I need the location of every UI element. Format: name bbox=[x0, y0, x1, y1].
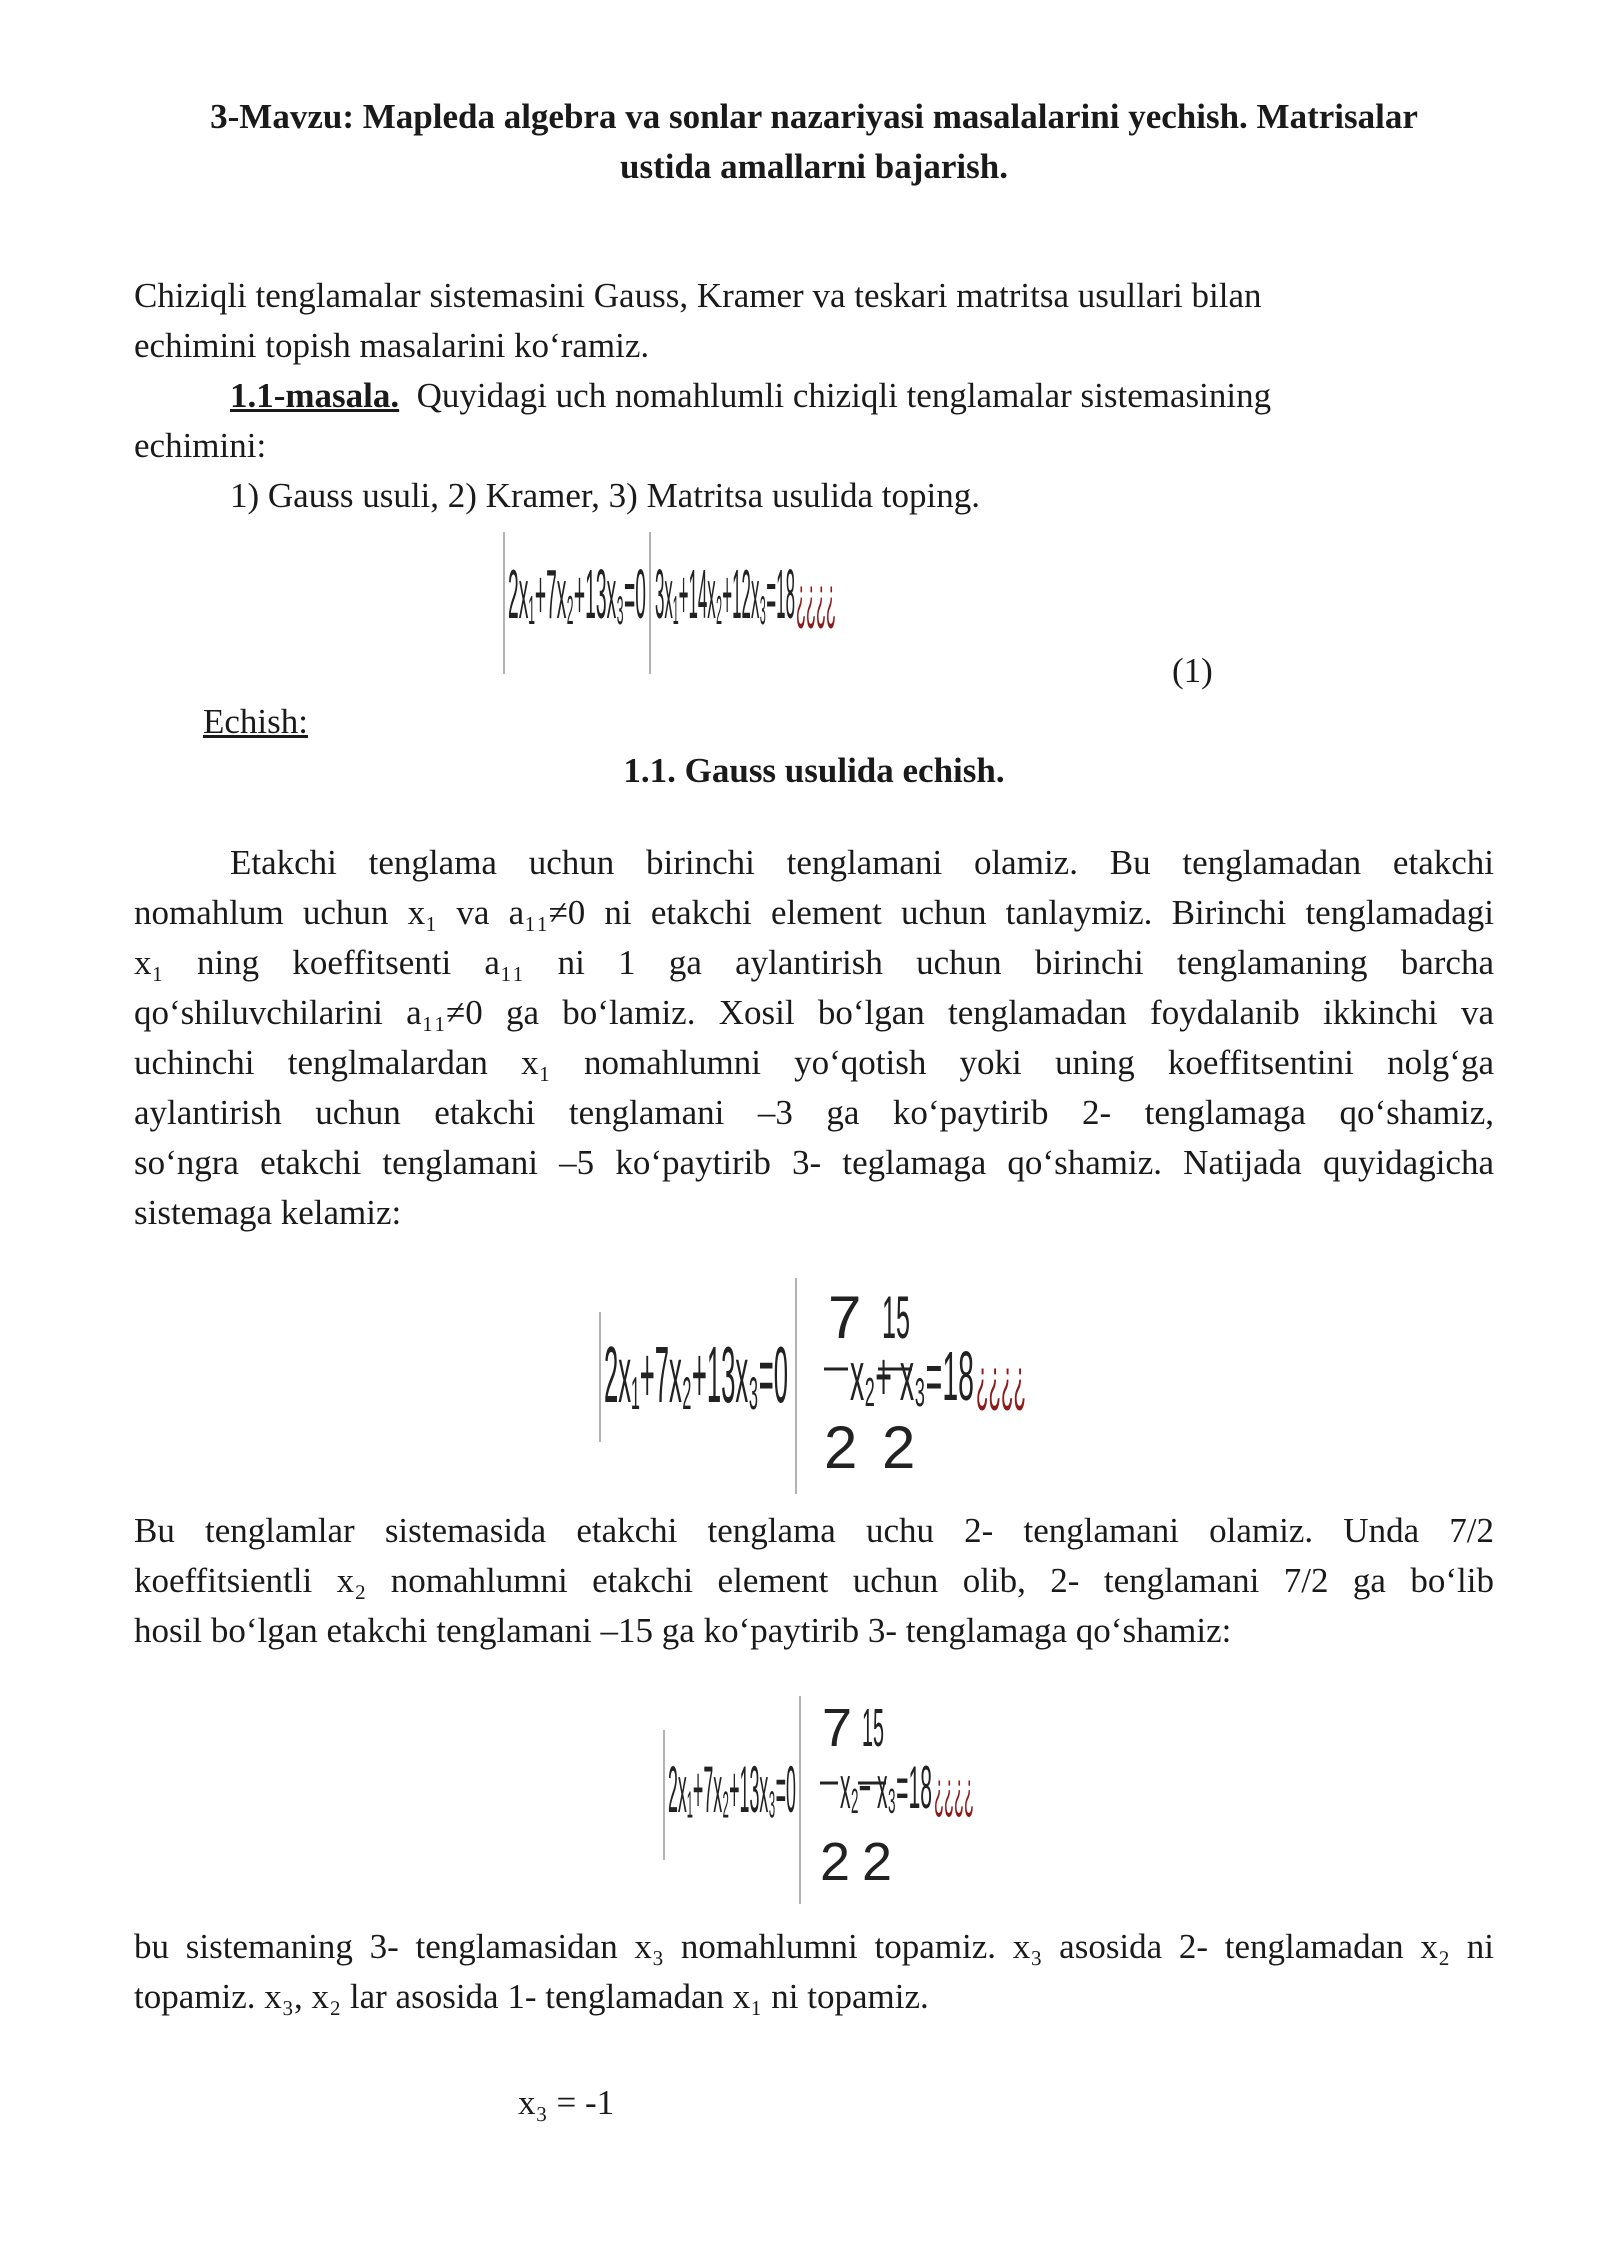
gauss-paragraph-2 bbox=[134, 1506, 1494, 1656]
p1-line-3: x₁ ning koeffitsenti a₁₁ ni 1 ga aylantirish uchun birinchi tenglamaning barcha bbox=[134, 943, 1494, 982]
title-line-2: ustida amallarni bajarish. bbox=[620, 147, 1008, 186]
task-text-1: Quyidagi uch nomahlumli chiziqli tenglamalar sistemasining bbox=[416, 376, 1272, 415]
fraction-2-numerator: 15 bbox=[882, 1284, 910, 1351]
p1-line-8: sistemaga kelamiz: bbox=[134, 1193, 402, 1232]
intro-paragraph bbox=[134, 271, 1494, 371]
equation-number: (1) bbox=[1172, 651, 1213, 690]
equation-1-junk-glyphs: ¿¿¿¿ bbox=[796, 564, 836, 631]
equation-3-image bbox=[660, 1690, 980, 1910]
fraction-1-numerator: 7 bbox=[828, 1284, 862, 1351]
task-paragraph bbox=[134, 371, 1494, 521]
section-heading: 1.1. Gauss usulida echish. bbox=[623, 751, 1005, 790]
fraction-2-denominator: 2 bbox=[882, 1414, 916, 1481]
task-text-2: echimini: bbox=[134, 426, 267, 465]
equation-2-junk-glyphs: ¿¿¿¿ bbox=[976, 1346, 1026, 1413]
solution-label: Echish: bbox=[203, 702, 308, 741]
task-methods: 1) Gauss usuli, 2) Kramer, 3) Matritsa usulida toping. bbox=[230, 476, 981, 515]
result-x3: x₃ = -1 bbox=[518, 2083, 615, 2122]
intro-line-2: echimini topish masalarini ko‘ramiz. bbox=[134, 326, 650, 365]
task-label: 1.1-masala. bbox=[230, 376, 400, 415]
intro-line-1: Chiziqli tenglamalar sistemasini Gauss, Kramer va teskari matritsa usullari bilan bbox=[134, 276, 1262, 315]
equation-1-second: 3x₁+14x₂+12x₃=18 bbox=[655, 555, 795, 633]
p2-line-1: Bu tenglamlar sistemasida etakchi tenglama uchu 2- tenglamani olamiz. Unda 7/2 bbox=[134, 1511, 1494, 1550]
p1-line-4: qo‘shiluvchilarini a₁₁≠0 ga bo‘lamiz. Xosil bo‘lgan tenglamadan foydalanib ikkinchi va bbox=[134, 993, 1494, 1032]
title-line-1: 3-Mavzu: Mapleda algebra va sonlar nazariyasi masalalarini yechish. Matrisalar bbox=[210, 97, 1418, 136]
fraction-2-numerator: 15 bbox=[862, 1698, 884, 1758]
p2-line-3: hosil bo‘lgan etakchi tenglamani –15 ga ko‘paytirib 3- tenglamaga qo‘shamiz: bbox=[134, 1611, 1232, 1650]
gauss-paragraph-3 bbox=[134, 1922, 1494, 2022]
equation-2-second: x₂+ x₃=18 bbox=[850, 1337, 974, 1415]
equation-2-first: 2x₁+7x₂+13x₃=0 bbox=[604, 1330, 788, 1419]
equation-2-image bbox=[596, 1272, 1036, 1500]
fraction-1-denominator: 2 bbox=[824, 1414, 858, 1481]
fraction-1-denominator: 2 bbox=[820, 1832, 851, 1892]
page-title bbox=[134, 92, 1494, 192]
equation-3-first: 2x₁+7x₂+13x₃=0 bbox=[668, 1752, 796, 1826]
equation-1-image bbox=[498, 528, 848, 678]
p1-line-7: so‘ngra etakchi tenglamani –5 ko‘paytirib 3- teglamaga qo‘shamiz. Natijada quyidagicha bbox=[134, 1143, 1494, 1182]
fraction-2-denominator: 2 bbox=[862, 1832, 893, 1892]
task-line-1 bbox=[134, 371, 1494, 421]
p1-line-5: uchinchi tenglmalardan x₁ nomahlumni yo‘qotish yoki uning koeffitsentini nolg‘ga bbox=[134, 1043, 1494, 1082]
fraction-1-numerator: 7 bbox=[822, 1698, 853, 1758]
p2-line-2: koeffitsientli x₂ nomahlumni etakchi element uchun olib, 2- tenglamani 7/2 ga bo‘lib bbox=[134, 1561, 1494, 1600]
p3-line-1: bu sistemaning 3- tenglamasidan x₃ nomahlumni topamiz. x₃ asosida 2- tenglamadan x₂ ni bbox=[134, 1927, 1494, 1966]
equation-1-first: 2x₁+7x₂+13x₃=0 bbox=[508, 555, 646, 633]
equation-3-second: x₂− x₃=18 bbox=[840, 1754, 932, 1821]
equation-3-junk-glyphs: ¿¿¿¿ bbox=[934, 1762, 974, 1820]
p1-line-6: aylantirish uchun etakchi tenglamani –3 ga ko‘paytirib 2- tenglamaga qo‘shamiz, bbox=[134, 1093, 1494, 1132]
gauss-paragraph-1 bbox=[134, 838, 1494, 1238]
p1-line-1: Etakchi tenglama uchun birinchi tenglamani olamiz. Bu tenglamadan etakchi bbox=[230, 843, 1494, 882]
p3-line-2: topamiz. x₃, x₂ lar asosida 1- tenglamadan x₁ ni topamiz. bbox=[134, 1977, 929, 2016]
p1-line-2: nomahlum uchun x₁ va a₁₁≠0 ni etakchi element uchun tanlaymiz. Birinchi tenglamadagi bbox=[134, 893, 1494, 932]
